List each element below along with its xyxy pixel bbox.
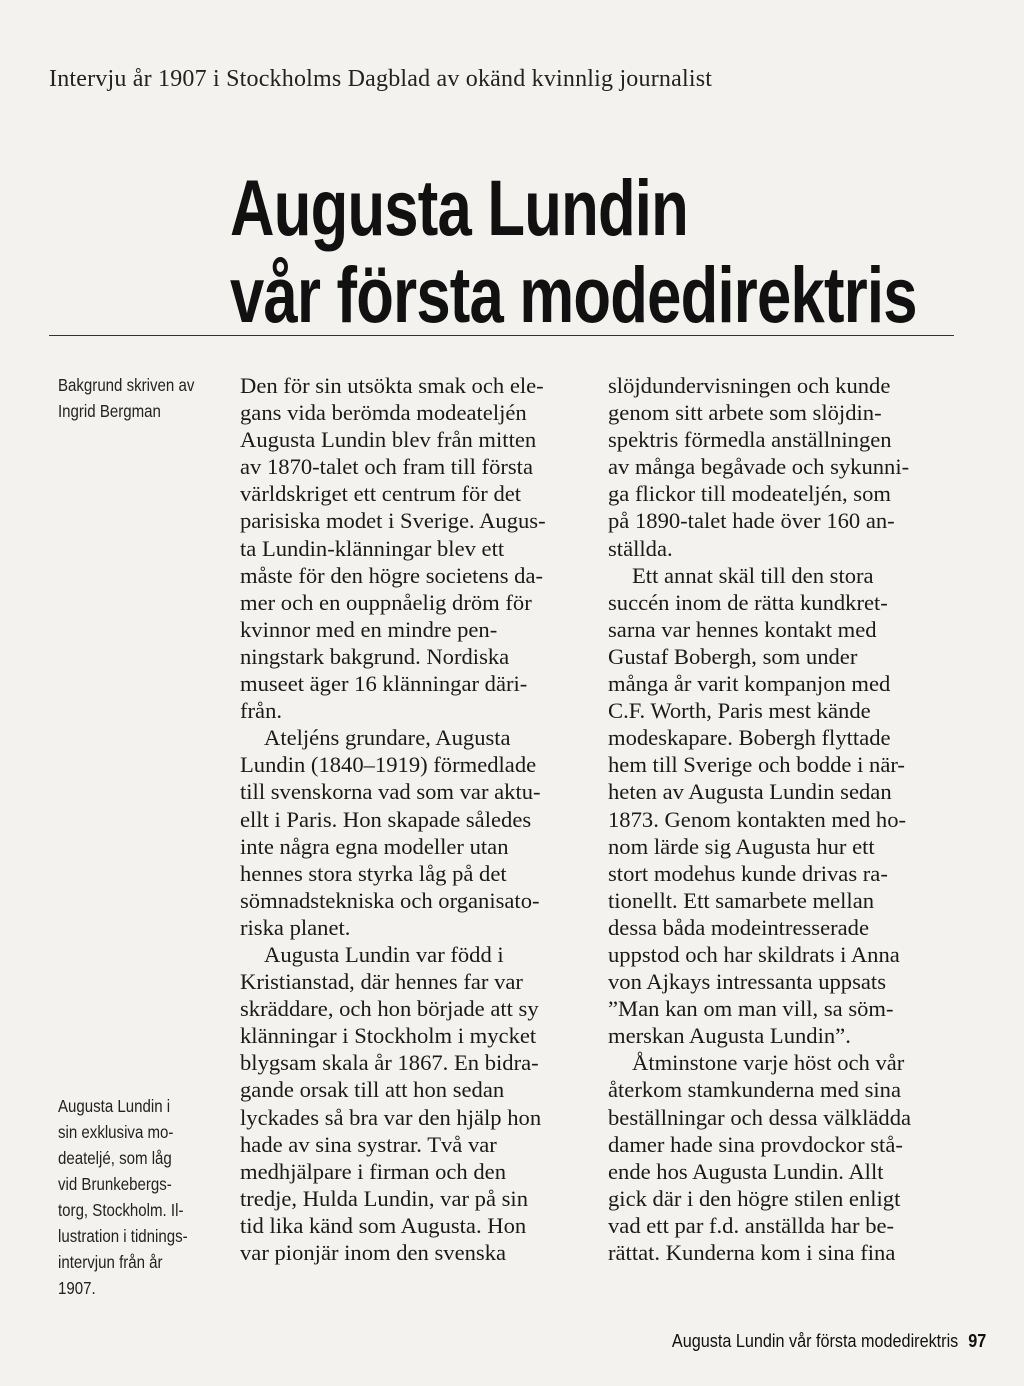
running-title: Augusta Lundin vår första modedirektris [671,1331,959,1351]
text-line: Gustaf Bobergh, som under [608,643,858,669]
text-line: medhjälpare i firman och den [240,1158,506,1184]
text-line: ”Man kan om man vill, sa söm- [608,996,894,1022]
text-line: måste för den högre societens da- [240,562,544,588]
text-line: Augusta Lundin blev från mitten [240,427,537,453]
text-line: hem till Sverige och bodde i när- [608,752,905,778]
text-line: inte några egna modeller utan [240,833,509,859]
text-line: hennes stora styrka låg på det [240,860,507,886]
text-line: ga flickor till modeateljén, som [608,481,891,507]
byline [58,372,196,424]
text-line: parisiska modet i Sverige. Augus- [240,508,546,534]
caption-line: Augusta Lundin i [58,1096,171,1116]
title-rule [49,335,954,336]
text-line: mer och en ouppnåelig dröm för [240,589,532,615]
title-line-1: Augusta Lundin [230,163,689,252]
text-line: beställningar och dessa välklädda [608,1104,912,1130]
text-line: återkom stamkunderna med sina [608,1077,902,1103]
text-line: nom lärde sig Augusta hur ett [608,833,875,859]
text-line: ningstark bakgrund. Nordiska [240,643,510,669]
text-line: damer hade sina provdockor stå- [608,1131,903,1157]
caption-line: sin exklusiva mo- [58,1122,174,1142]
body-column-2 [608,372,968,1266]
text-line: Augusta Lundin var född i [264,941,504,967]
text-line: Kristianstad, där hennes far var [240,969,523,995]
text-line: klänningar i Stockholm i mycket [240,1023,537,1049]
text-line: ställda. [608,535,673,561]
text-line: uppstod och har skildrats i Anna [608,941,900,967]
text-line: lyckades så bra var den hjälp hon [240,1104,542,1130]
caption-line: 1907. [58,1278,96,1298]
text-line: genom sitt arbete som slöjdin- [608,400,882,426]
text-line: gick där i den högre stilen enligt [608,1185,901,1211]
text-line: dessa båda modeintresserade [608,914,869,940]
text-line: från. [240,698,283,724]
caption-line: intervjun från år [58,1252,163,1272]
text-line: Åtminstone varje höst och vår [632,1050,905,1076]
caption-line: deateljé, som låg [58,1148,172,1168]
caption-line: torg, Stockholm. Il- [58,1200,184,1220]
text-line: Ateljéns grundare, Augusta [264,725,511,751]
text-line: till svenskorna vad som var aktu- [240,779,541,805]
caption-line: vid Brunkebergs- [58,1174,172,1194]
text-line: på 1890-talet hade över 160 an- [608,508,895,534]
text-line: av många begåvade och sykunni- [608,454,910,480]
text-line: tredje, Hulda Lundin, var på sin [240,1185,528,1211]
text-line: många år varit kompanjon med [608,671,891,697]
text-line: Den för sin utsökta smak och ele- [240,373,544,398]
text-line: ta Lundin-klänningar blev ett [240,535,505,561]
text-line: tionellt. Ett samarbete mellan [608,887,875,913]
byline-line: Bakgrund skriven av [58,375,195,395]
kicker: Intervju år 1907 i Stockholms Dagblad av okänd kvinnlig journalist [49,66,713,92]
text-line: 1873. Genom kontakten med ho- [608,806,907,832]
text-line: kvinnor med en mindre pen- [240,616,498,642]
text-line: var pionjär inom den svenska [240,1240,507,1265]
caption-line: lustration i tidnings- [58,1226,188,1246]
text-line: succén inom de rätta kundkret- [608,589,888,615]
text-line: sarna var hennes kontakt med [608,616,877,642]
text-line: merskan Augusta Lundin”. [608,1023,851,1049]
text-line: Ett annat skäl till den stora [632,562,874,588]
text-line: stort modehus kunde drivas ra- [608,860,888,886]
text-line: ellt i Paris. Hon skapade således [240,806,532,832]
text-line: Lundin (1840–1919) förmedlade [240,752,537,778]
article-title [230,163,917,339]
text-line: heten av Augusta Lundin sedan [608,779,892,805]
title-line-2: vår första modedirektris [230,250,917,339]
byline-line: Ingrid Bergman [58,401,161,421]
text-line: hade av sina systrar. Två var [240,1131,497,1157]
page-footer [672,1331,986,1352]
image-caption [58,1093,196,1301]
text-line: spektris förmedla anställningen [608,427,892,453]
body-column-1 [240,372,600,1266]
text-line: C.F. Worth, Paris mest kände [608,698,871,724]
text-line: världskriget ett centrum för det [240,481,522,507]
text-line: riska planet. [240,914,351,940]
text-line: ende hos Augusta Lundin. Allt [608,1158,884,1184]
page-number: 97 [967,1331,986,1351]
text-line: gans vida berömda modeateljén [240,400,527,426]
text-line: sömnadstekniska och organisato- [240,887,540,913]
text-line: gande orsak till att hon sedan [240,1077,505,1103]
text-line: blygsam skala år 1867. En bidra- [240,1050,539,1076]
text-line: skräddare, och hon började att sy [240,996,539,1022]
text-line: av 1870-talet och fram till första [240,454,533,480]
text-line: tid lika känd som Augusta. Hon [240,1212,527,1238]
text-line: museet äger 16 klänningar däri- [240,671,528,697]
text-line: rättat. Kunderna kom i sina fina [608,1240,896,1265]
text-line: vad ett par f.d. anställda har be- [608,1212,895,1238]
text-line: von Ajkays intressanta uppsats [608,969,886,995]
text-line: modeskapare. Bobergh flyttade [608,725,891,751]
text-line: slöjdundervisningen och kunde [608,373,891,398]
